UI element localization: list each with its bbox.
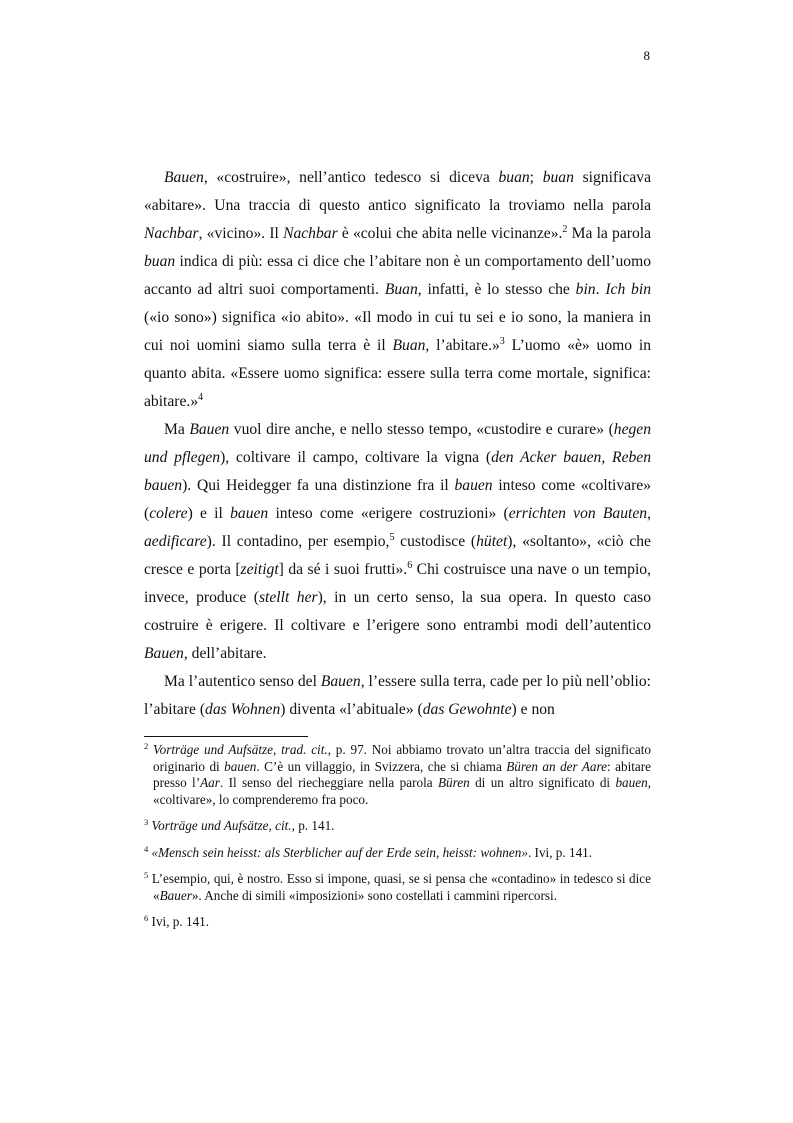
footnote-separator: [144, 736, 308, 737]
footnote-4: $^4$ «Mensch sein heisst: als Sterblicher auf der Erde sein, heisst: wohnen». Ivi, p. 141.: [144, 843, 593, 860]
footnote-5: $^5$ L’esempio, qui, è nostro. Esso si impone, quasi, se si pensa che «contadino» in tedesco si dice «Bauer». Anche di simili «imposizioni» sono costellati i cammini ripercorsi.: [144, 870, 651, 903]
footnote-ref-4: 4: [198, 392, 204, 403]
footnote-3: $^3$ Vorträge und Aufsätze, cit., p. 141.: [144, 817, 335, 833]
paragraph-3: Ma l’autentico senso del Bauen, l’essere sulla terra, cade per lo più nell’oblio: l’abitare (das Wohnen) diventa «l’abituale» (das Gewohnte) e non: [144, 673, 651, 718]
body-text: [144, 164, 651, 724]
footnote-ref-3: 3: [499, 336, 505, 347]
paragraph-1: Bauen, «costruire», nell’antico tedesco si diceva buan; buan significava «abitare». Una traccia di questo antico significato la troviamo nella parola Nachbar, «vicino». Il Nachbar è «colui che abita nelle vicinanze».$^2$ Ma la parola buan indica di più: essa ci dice che l’abitare non è un comportamento dell’uomo accanto ad altri suoi comportamenti. Buan, infatti, è lo stesso che bin. Ich bin («io sono») significa «io abito». «Il modo in cui tu sei e io sono, la maniera in cui noi uomini siamo sulla terra è il Buan, l’abitare.»$^3$ L’uomo «è» uomo in quanto abita. «Essere uomo significa: essere sulla terra come mortale, significa: abitare.»$^4$: [144, 169, 651, 410]
footnote-ref-6: 6: [407, 560, 413, 571]
page-number: 8: [643, 48, 650, 63]
footnote-ref-5: 5: [389, 532, 395, 543]
footnote-2: $^2$ Vorträge und Aufsätze, trad. cit., p. 97. Noi abbiamo trovato un’altra traccia del significato originario di bauen. C’è un villaggio, in Svizzera, che si chiama Büren an der Aare: abitare presso l’Aar. Il senso del riecheggiare nella parola Büren di un altro significato di bauen, «coltivare», lo comprenderemo fra poco.: [144, 741, 651, 807]
paragraph-2: Ma Bauen vuol dire anche, e nello stesso tempo, «custodire e curare» (hegen und pflegen), coltivare il campo, coltivare la vigna (den Acker bauen, Reben bauen). Qui Heidegger fa una distinzione fra il bauen inteso come «coltivare» (colere) e il bauen inteso come «erigere costruzioni» (errichten von Bauten, aedificare). Il contadino, per esempio,$^5$ custodisce (hütet), «soltanto», «ciò che cresce e porta [zeitigt] da sé i suoi frutti».$^6$ Chi costruisce una nave o un tempio, invece, produce (stellt her), in un certo senso, la sua opera. In questo caso costruire è erigere. Il coltivare e l’erigere sono entrambi modi dell’autentico Bauen, dell’abitare.: [144, 421, 652, 662]
footnote-ref-2: 2: [562, 224, 568, 235]
footnote-6: $^6$ Ivi, p. 141.: [144, 913, 210, 929]
footnotes: [144, 742, 651, 941]
